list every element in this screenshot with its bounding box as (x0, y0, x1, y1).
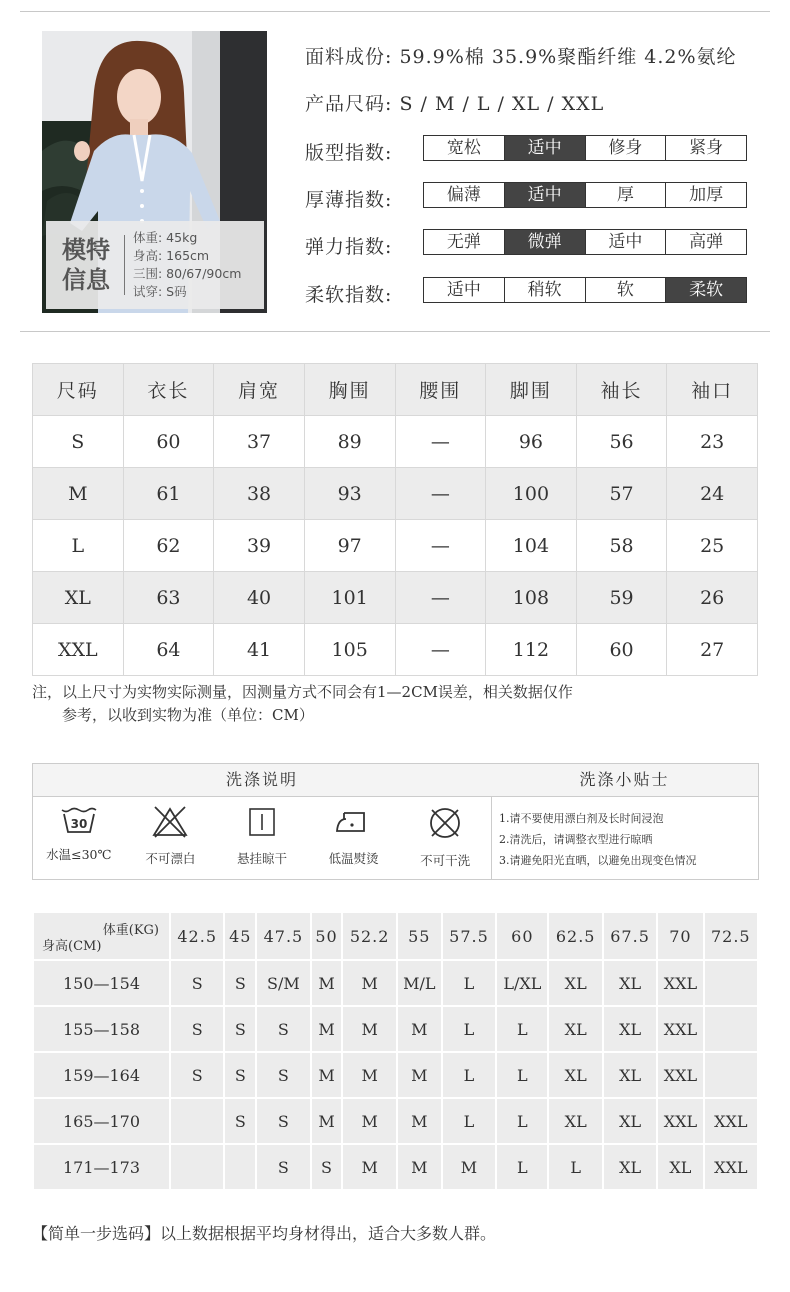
size-cell: XXL (657, 1052, 703, 1098)
wash-item (125, 805, 217, 869)
fabric-label: 面料成份: (305, 46, 393, 68)
height-cell: 150—154 (33, 960, 170, 1006)
table-cell: — (395, 520, 486, 572)
size-cell: S (170, 1006, 224, 1052)
recommendation-row (33, 960, 758, 1006)
table-cell: 93 (304, 468, 395, 520)
weight-cell: 57.5 (442, 912, 496, 960)
size-cell: S (224, 1006, 256, 1052)
table-cell: — (395, 416, 486, 468)
size-cell: L (496, 1052, 548, 1098)
table-cell: — (395, 624, 486, 676)
size-cell (704, 1006, 758, 1052)
model-weight: 体重: 45kg (133, 230, 198, 245)
header-cell: 脚围 (486, 364, 577, 416)
header-cell: 尺码 (33, 364, 124, 416)
scale-option: 宽松 (424, 136, 505, 160)
size-cell: L (442, 960, 496, 1006)
height-cell: 165—170 (33, 1098, 170, 1144)
wash-30-icon (60, 805, 98, 835)
table-cell: 104 (486, 520, 577, 572)
header-cell: 衣长 (123, 364, 214, 416)
table-cell: 57 (576, 468, 667, 520)
table-cell: 37 (214, 416, 305, 468)
size-label: 产品尺码: (305, 93, 393, 115)
size-cell: XL (548, 1098, 602, 1144)
fit-index-label: 版型指数: (305, 142, 393, 164)
weight-cell: 50 (311, 912, 343, 960)
scale-option: 适中 (505, 136, 586, 160)
table-cell: 27 (667, 624, 758, 676)
size-cell: XL (603, 960, 657, 1006)
wash-item (216, 805, 308, 869)
no-dry-clean-icon (426, 805, 464, 841)
weight-axis-label: 体重(KG) (102, 923, 159, 938)
size-cell: XL (657, 1144, 703, 1190)
wash-icon-label: 不可干洗 (420, 853, 471, 868)
height-axis-label: 身高(CM) (42, 939, 102, 954)
scale-option: 紧身 (689, 138, 724, 158)
table-cell: 89 (304, 416, 395, 468)
size-cell: M (442, 1144, 496, 1190)
size-cell: XXL (704, 1144, 758, 1190)
weight-cell: 55 (397, 912, 442, 960)
wash-tips-list (491, 797, 758, 871)
wash-item (308, 805, 400, 869)
size-cell: L (548, 1144, 602, 1190)
table-cell: 100 (486, 468, 577, 520)
scale-option: 柔软 (666, 278, 746, 302)
size-cell: L (442, 1052, 496, 1098)
scale-option: 高弹 (689, 232, 724, 252)
table-cell: S (33, 416, 124, 468)
table-cell: 58 (576, 520, 667, 572)
size-cell (170, 1098, 224, 1144)
header-cell: 袖口 (667, 364, 758, 416)
scale-option: 修身 (586, 136, 667, 160)
size-cell: S (224, 960, 256, 1006)
size-cell (704, 960, 758, 1006)
size-cell: S (170, 1052, 224, 1098)
scale-option: 无弹 (424, 230, 505, 254)
no-bleach-icon (151, 805, 189, 839)
thickness-index-scale (423, 182, 747, 208)
model-trial-size: 试穿: S码 (133, 284, 187, 299)
weight-cell: 47.5 (256, 912, 310, 960)
wash-item (33, 805, 125, 869)
table-cell: 24 (667, 468, 758, 520)
table-cell: 108 (486, 572, 577, 624)
table-cell: M (33, 468, 124, 520)
model-info-title (52, 235, 125, 295)
weight-cell: 42.5 (170, 912, 224, 960)
wash-icon-label: 不可漂白 (145, 851, 196, 866)
scale-option: 适中 (424, 278, 505, 302)
size-cell: L (442, 1006, 496, 1052)
model-photo (42, 31, 267, 313)
fabric-row (305, 42, 737, 69)
size-cell: S (224, 1098, 256, 1144)
size-cell: XXL (657, 960, 703, 1006)
table-cell: 60 (123, 416, 214, 468)
recommendation-row (33, 1052, 758, 1098)
table-cell: 59 (576, 572, 667, 624)
weight-cell: 70 (657, 912, 703, 960)
size-cell: S (256, 1052, 310, 1098)
wash-title: 洗涤说明 (33, 764, 491, 797)
table-cell: XL (33, 572, 124, 624)
size-cell (170, 1144, 224, 1190)
table-row (33, 520, 758, 572)
table-cell: 26 (667, 572, 758, 624)
size-cell: M (397, 1098, 442, 1144)
size-row (305, 89, 604, 116)
size-cell: XL (548, 1052, 602, 1098)
table-cell: — (395, 468, 486, 520)
table-cell: 40 (214, 572, 305, 624)
size-cell: XL (603, 1098, 657, 1144)
header-cell: 腰围 (395, 364, 486, 416)
size-cell: M (342, 1098, 396, 1144)
footer-note: 【简单一步选码】以上数据根据平均身材得出，适合大多数人群。 (32, 1224, 497, 1243)
table-cell: 97 (304, 520, 395, 572)
size-cell: XXL (704, 1098, 758, 1144)
wash-icon-label: 低温熨烫 (328, 851, 379, 866)
height-cell: 171—173 (33, 1144, 170, 1190)
size-cell: M (397, 1006, 442, 1052)
size-cell: M/L (397, 960, 442, 1006)
weight-cell: 67.5 (603, 912, 657, 960)
softness-index-scale (423, 277, 747, 303)
wash-icon-label: 悬挂晾干 (236, 851, 287, 866)
table-cell: L (33, 520, 124, 572)
corner-cell (33, 912, 170, 960)
table-cell: 105 (304, 624, 395, 676)
size-cell: XL (603, 1144, 657, 1190)
table-cell: 62 (123, 520, 214, 572)
model-info-box (46, 221, 264, 309)
recommendation-row (33, 1006, 758, 1052)
height-cell: 159—164 (33, 1052, 170, 1098)
size-table-header (33, 364, 758, 416)
size-cell: S (170, 960, 224, 1006)
weight-cell: 72.5 (704, 912, 758, 960)
size-cell: XXL (657, 1098, 703, 1144)
table-cell: 23 (667, 416, 758, 468)
size-cell (704, 1052, 758, 1098)
wash-tips-title: 洗涤小贴士 (491, 764, 758, 797)
scale-option: 偏薄 (424, 183, 505, 207)
scale-option: 适中 (586, 230, 667, 254)
header-cell: 袖长 (576, 364, 667, 416)
wash-tip: 1.请不要使用漂白剂及长时间浸泡 (499, 812, 664, 825)
table-cell: 96 (486, 416, 577, 468)
size-cell: S (311, 1144, 343, 1190)
size-cell: M (397, 1144, 442, 1190)
size-cell: S (256, 1006, 310, 1052)
size-table (32, 363, 758, 676)
note-line-1: 注，以上尺寸为实物实际测量，因测量方式不同会有1—2CM误差，相关数据仅作 (32, 683, 573, 701)
size-recommendation-table (32, 911, 759, 1191)
size-cell: M (311, 1006, 343, 1052)
table-cell: 25 (667, 520, 758, 572)
model-measurements: 三围: 80/67/90cm (133, 266, 242, 281)
softness-index-label: 柔软指数: (305, 284, 393, 306)
fit-index-scale (423, 135, 747, 161)
model-info-lines (133, 229, 241, 301)
table-row (33, 572, 758, 624)
scale-option: 微弹 (505, 230, 586, 254)
weight-cell: 62.5 (548, 912, 602, 960)
scale-option: 适中 (505, 183, 586, 207)
wash-item (399, 805, 491, 869)
model-info-title-line1: 模特 (62, 236, 110, 264)
size-cell: S (224, 1052, 256, 1098)
size-cell: M (397, 1052, 442, 1098)
wash-icon-label: 水温≤30℃ (46, 847, 112, 862)
table-cell: 39 (214, 520, 305, 572)
model-height: 身高: 165cm (133, 248, 210, 263)
size-cell: L (496, 1098, 548, 1144)
scale-option: 稍软 (505, 278, 586, 302)
size-cell: S (256, 1144, 310, 1190)
measurement-note (32, 681, 732, 727)
low-iron-icon (334, 805, 374, 839)
table-cell: 38 (214, 468, 305, 520)
size-cell (224, 1144, 256, 1190)
table-cell: 64 (123, 624, 214, 676)
size-cell: XL (603, 1006, 657, 1052)
size-cell: XL (603, 1052, 657, 1098)
size-cell: L/XL (496, 960, 548, 1006)
size-cell: M (342, 1006, 396, 1052)
table-row (33, 624, 758, 676)
wash-instructions (33, 764, 492, 879)
size-cell: M (311, 960, 343, 1006)
size-cell: M (342, 960, 396, 1006)
table-cell: 101 (304, 572, 395, 624)
table-cell: — (395, 572, 486, 624)
table-cell: 63 (123, 572, 214, 624)
scale-option: 加厚 (689, 185, 724, 205)
size-cell: M (342, 1144, 396, 1190)
size-value: S / M / L / XL / XXL (399, 93, 605, 115)
thickness-index-label: 厚薄指数: (305, 189, 393, 211)
size-cell: XL (548, 960, 602, 1006)
header-cell: 肩宽 (214, 364, 305, 416)
size-cell: XXL (657, 1006, 703, 1052)
weight-cell: 45 (224, 912, 256, 960)
wash-tip: 3.请避免阳光直晒，以避免出现变色情况 (499, 854, 697, 867)
recommendation-row (33, 1144, 758, 1190)
recommendation-header-row (33, 912, 758, 960)
scale-option: 软 (586, 278, 667, 302)
table-row (33, 468, 758, 520)
size-cell: XL (548, 1006, 602, 1052)
size-cell: S/M (256, 960, 310, 1006)
scale-option: 厚 (586, 183, 667, 207)
table-cell: 61 (123, 468, 214, 520)
table-cell: XXL (33, 624, 124, 676)
table-cell: 112 (486, 624, 577, 676)
size-cell: L (496, 1006, 548, 1052)
size-cell: L (442, 1098, 496, 1144)
wash-icons (33, 797, 491, 869)
model-info-title-line2: 信息 (62, 266, 110, 294)
elasticity-index-label: 弹力指数: (305, 236, 393, 258)
weight-cell: 60 (496, 912, 548, 960)
size-cell: M (311, 1052, 343, 1098)
size-cell: M (342, 1052, 396, 1098)
section-divider (20, 331, 770, 332)
size-cell: L (496, 1144, 548, 1190)
top-divider (20, 11, 770, 12)
header-cell: 胸围 (304, 364, 395, 416)
wash-temp-number: 30 (70, 817, 88, 831)
fabric-value: 59.9%棉 35.9%聚酯纤维 4.2%氨纶 (399, 46, 737, 68)
table-cell: 56 (576, 416, 667, 468)
height-cell: 155—158 (33, 1006, 170, 1052)
wash-tip: 2.清洗后，请调整衣型进行晾晒 (499, 833, 653, 846)
elasticity-index-scale (423, 229, 747, 255)
recommendation-row (33, 1098, 758, 1144)
hang-dry-icon (247, 805, 277, 839)
table-cell: 41 (214, 624, 305, 676)
wash-section (32, 763, 759, 880)
table-cell: 60 (576, 624, 667, 676)
size-cell: M (311, 1098, 343, 1144)
note-line-2: 参考，以收到实物为准（单位：CM） (62, 706, 314, 724)
weight-cell: 52.2 (342, 912, 396, 960)
size-cell: S (256, 1098, 310, 1144)
table-row (33, 416, 758, 468)
wash-tips (491, 764, 758, 879)
